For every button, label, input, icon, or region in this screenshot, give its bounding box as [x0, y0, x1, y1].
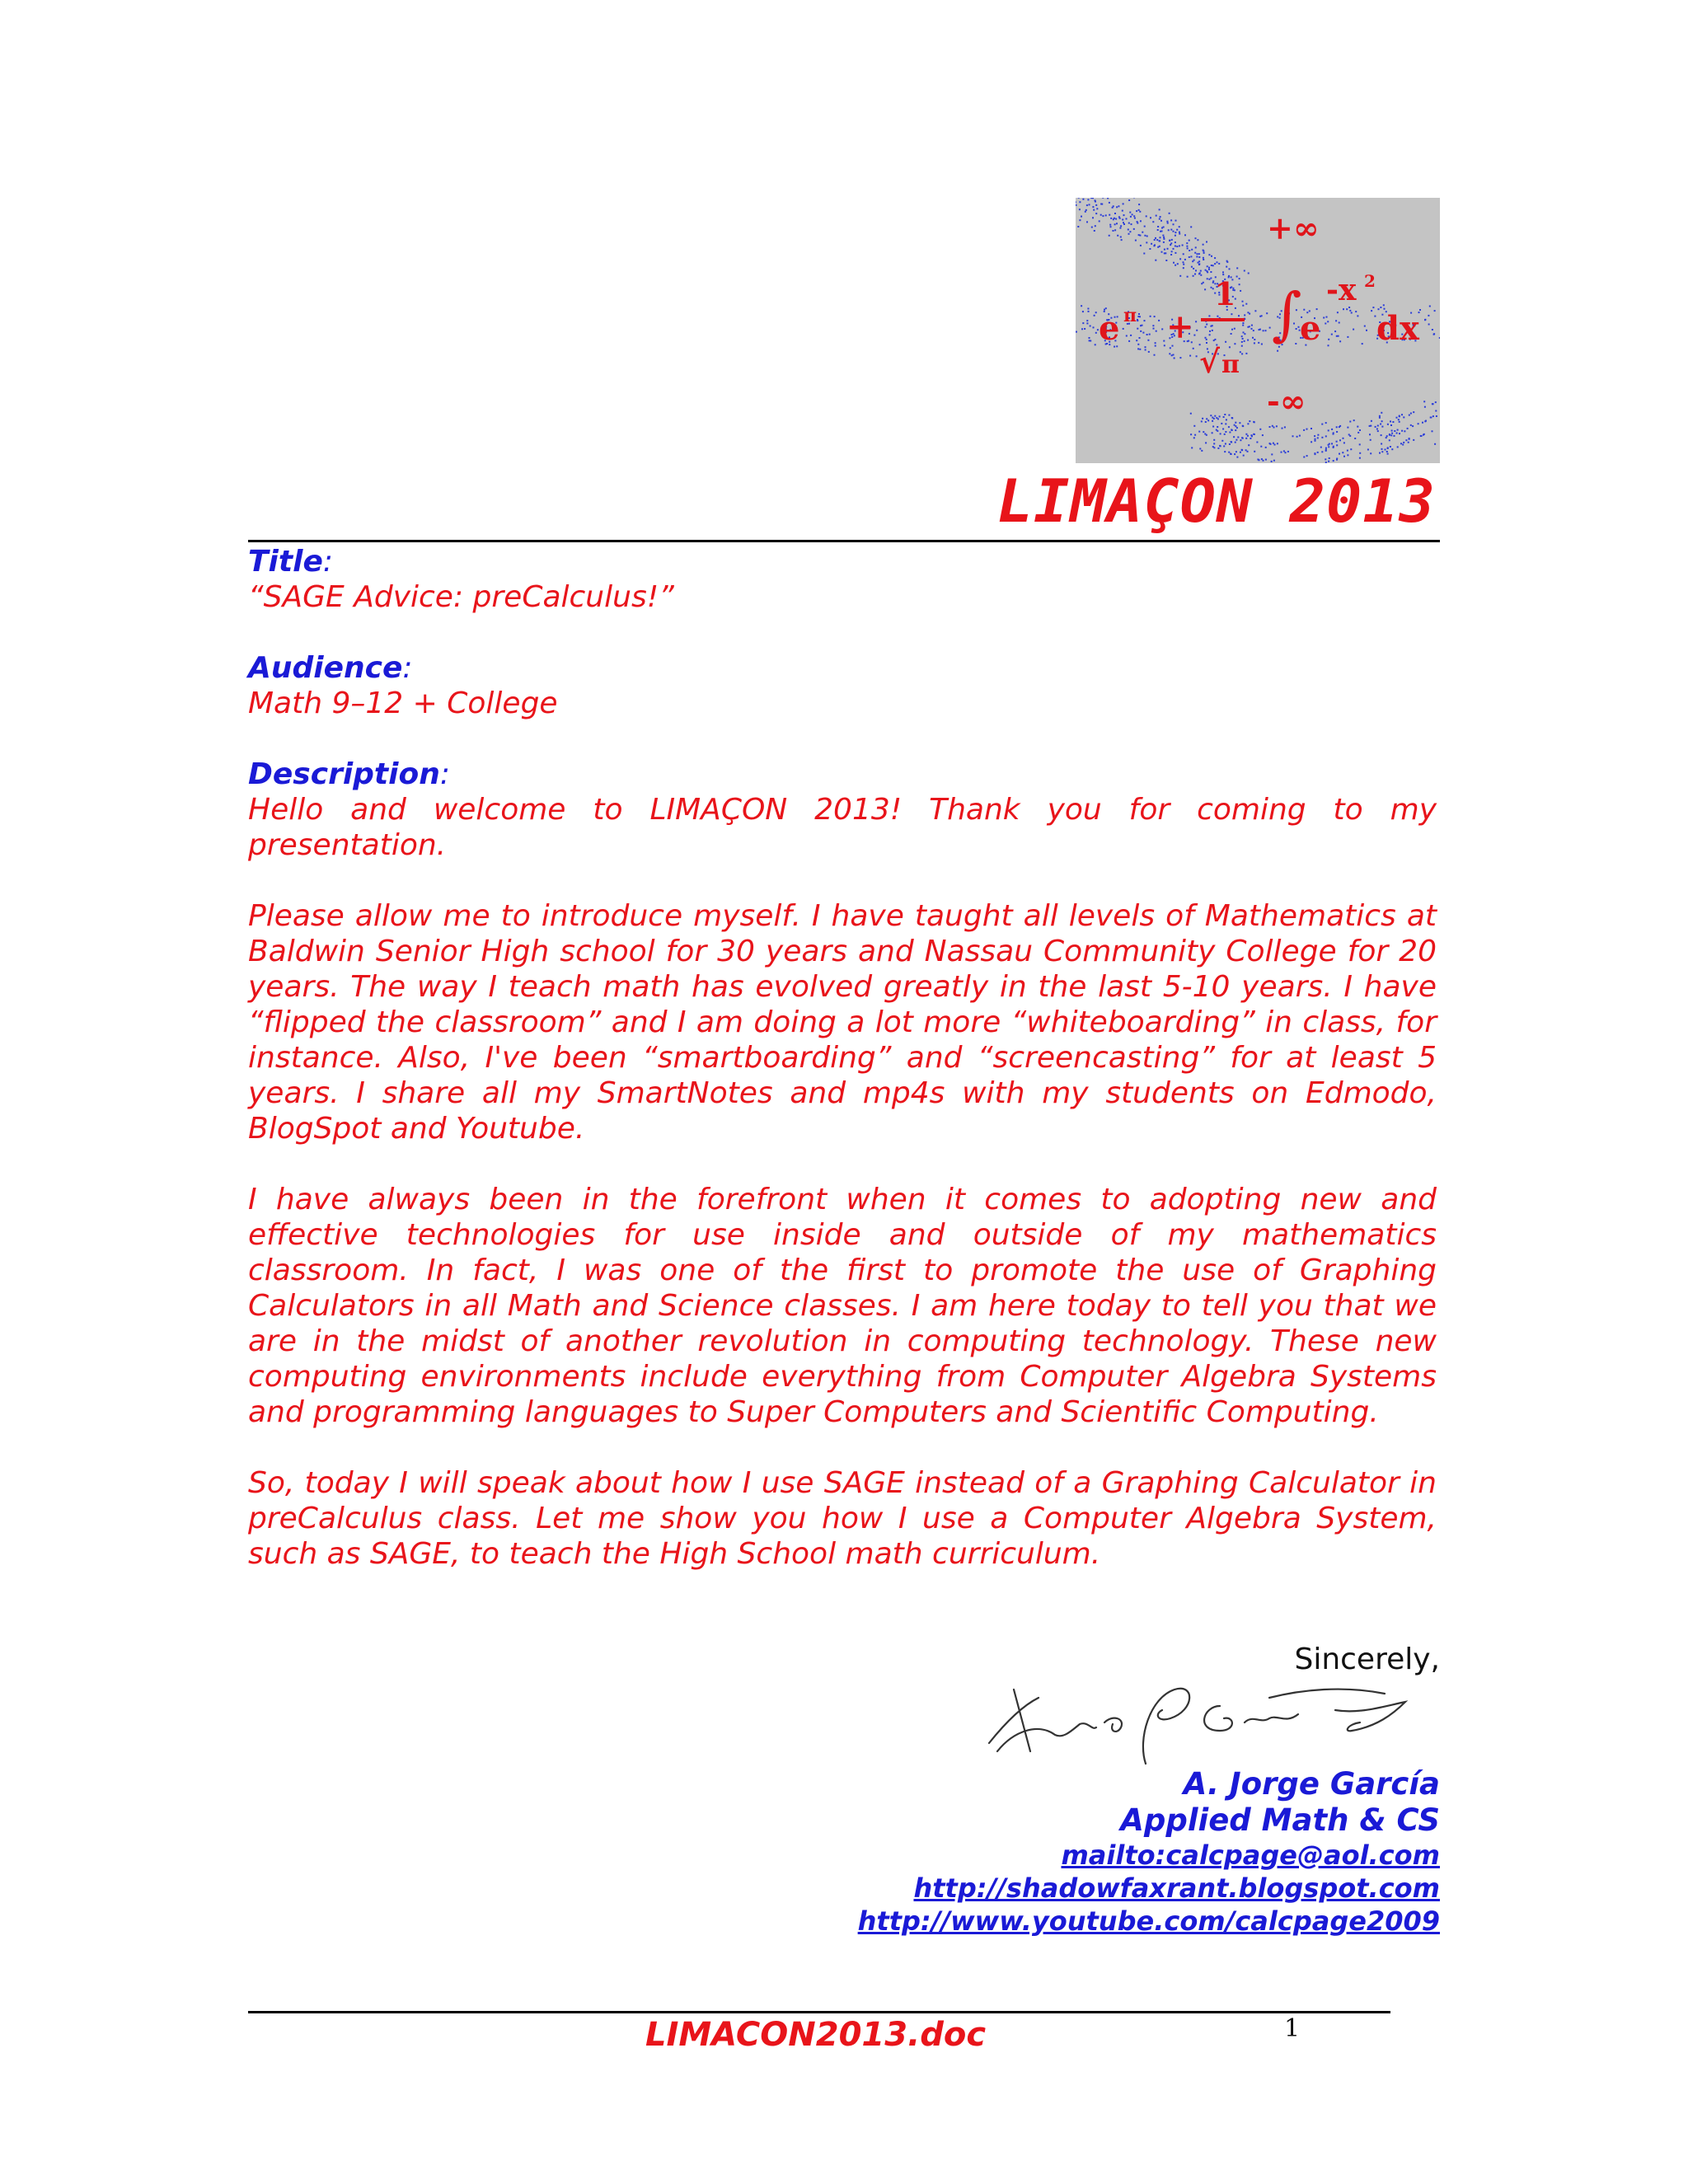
svg-text:∫: ∫ [1272, 280, 1302, 348]
description-paragraph: So, today I will speak about how I use SAGE instead of a Graphing Calculator in preCalculus class. Let me show you how I use a Computer Algebra System, such as SAGE, to teach the High School math curriculum. [248, 1466, 1437, 1571]
footer-filename: LIMACON2013.doc [645, 2016, 987, 2054]
svg-text:-x: -x [1326, 273, 1357, 307]
svg-text:√: √ [1199, 343, 1220, 380]
youtube-link[interactable]: http://www.youtube.com/calcpage2009 [857, 1905, 1440, 1937]
audience-label: Audience [248, 651, 403, 685]
handwritten-signature [973, 1673, 1442, 1772]
svg-text:e: e [1300, 309, 1321, 348]
description-label: Description [248, 757, 440, 791]
title-value: “SAGE Advice: preCalculus!” [248, 580, 674, 614]
svg-text:-∞: -∞ [1267, 382, 1306, 419]
title-label: Title [248, 545, 323, 579]
page-number: 1 [1284, 2014, 1301, 2043]
title-heading: Title: [248, 545, 334, 579]
author-role: Applied Math & CS [1120, 1802, 1440, 1838]
svg-text:1: 1 [1214, 275, 1236, 312]
footer-divider [248, 2011, 1390, 2013]
header-divider [248, 540, 1440, 542]
description-paragraph: Please allow me to introduce myself. I have taught all levels of Mathematics at Baldwin Senior High school for 30 years and Nassau Community College for 20 years. The way I teach math has evolved greatly in the last 5-10 years. I have “flipped the classroom” and I am doing a lot more “whiteboarding” in class, for instance. Also, I've been “smartboarding” and “screencasting” for at least 5 years. I share all my SmartNotes and mp4s with my students on Edmodo, BlogSpot and Youtube. [248, 899, 1437, 1146]
svg-text:π: π [1123, 305, 1137, 326]
svg-text:dx: dx [1376, 309, 1419, 348]
closing-salutation: Sincerely, [1294, 1643, 1440, 1676]
formula-logo-image [1076, 198, 1440, 463]
svg-text:+∞: +∞ [1267, 209, 1320, 246]
svg-text:+: + [1166, 307, 1194, 346]
description-heading: Description: [248, 757, 450, 791]
blog-link[interactable]: http://shadowfaxrant.blogspot.com [913, 1872, 1440, 1904]
description-paragraph: Hello and welcome to LIMAÇON 2013! Thank you for coming to my presentation. [248, 793, 1437, 862]
description-paragraph: I have always been in the forefront when it comes to adopting new and effective technologies for use inside and outside of my mathematics classroom. In fact, I was one of the first to promote the use of Graphing Calculators in all Math and Science classes. I am here today to tell you that we are in the midst of another revolution in computing technology. These new computing environments include everything from Computer Algebra Systems and programming languages to Super Computers and Scientific Computing. [248, 1183, 1437, 1429]
document-header-title: LIMAÇON 2013 [996, 466, 1436, 536]
svg-text:2: 2 [1364, 271, 1376, 291]
email-link[interactable]: mailto:calcpage@aol.com [1061, 1840, 1440, 1871]
signature-block [858, 1766, 1440, 1938]
audience-value: Math 9–12 + College [248, 687, 558, 720]
document-body [248, 544, 1437, 1572]
audience-heading: Audience: [248, 651, 413, 685]
author-name: A. Jorge García [1183, 1766, 1440, 1802]
svg-text:π: π [1221, 350, 1240, 379]
svg-text:e: e [1099, 309, 1120, 348]
